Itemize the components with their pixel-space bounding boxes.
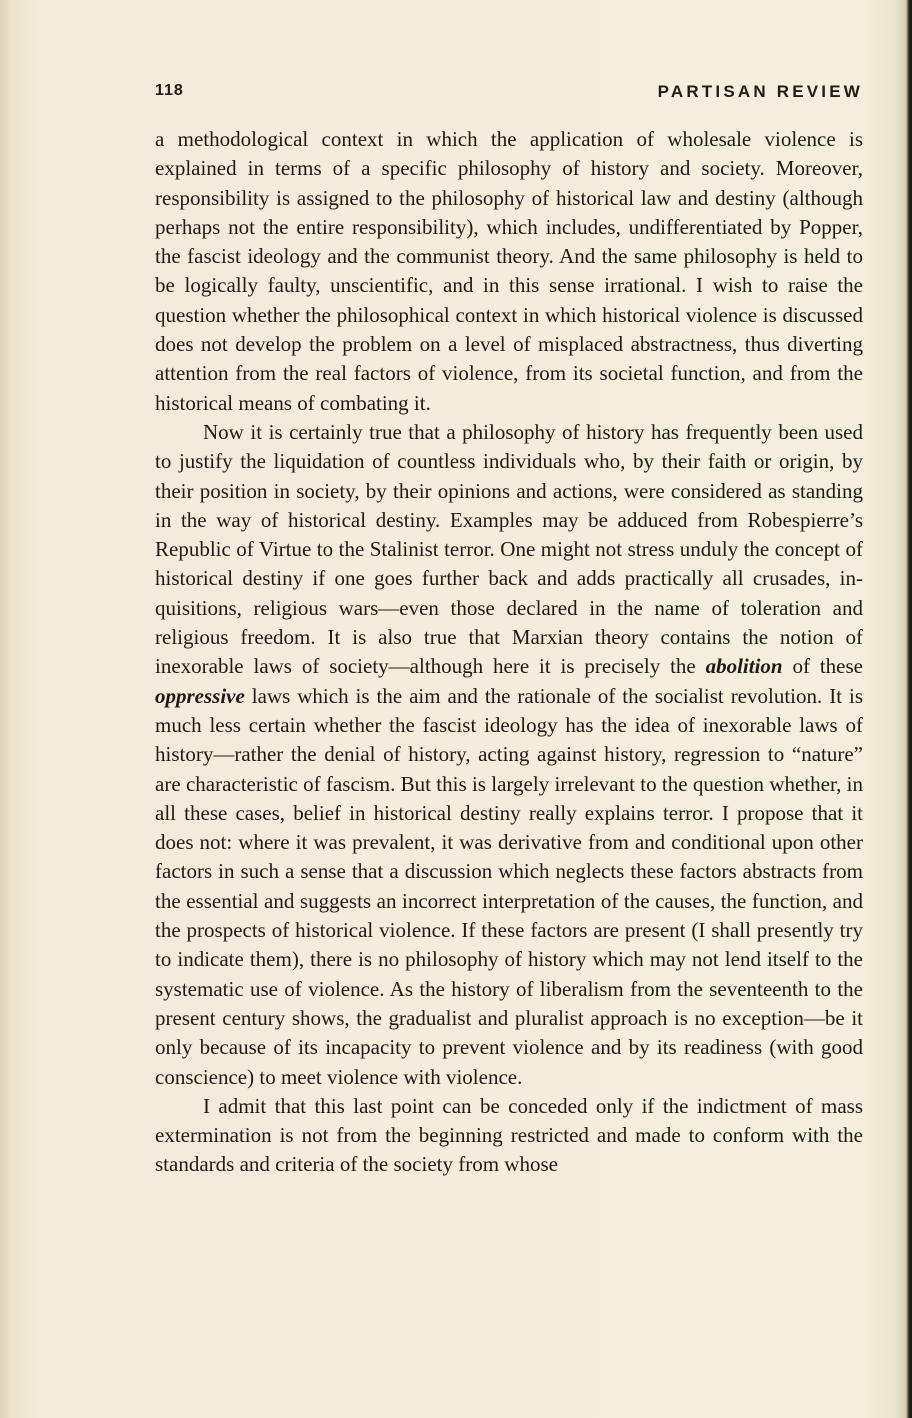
- page-number: 118: [155, 82, 184, 99]
- paragraph-2: [155, 418, 863, 1092]
- paragraph-2-part-1: Now it is certainly true that a philosophy of history has frequently been used to justify the liquidation of countless individuals who, by their faith or origin, by their position in society, by their opinions and actions, were considered as standing in the way of historical destiny. Examples may be adduced from Robespierre’s Republic of Virtue to the Stalinist terror. One might not stress unduly the concept of historical destiny if one goes further back and adds practically all crusades, inquisitions, religious wars—even those declared in the name of toleration and religious freedom. It is also true that Marxian theory contains the notion of inexorable laws of society—although here it is precisely the: [155, 419, 863, 679]
- paragraph-1: a methodological context in which the application of wholesale violence is explained in terms of a specific philosophy of history and society. Moreover, responsibility is assigned to the philosophy of historical law and destiny (although perhaps not the entire responsibility), which includes, undifferentiated by Popper, the fascist ideology and the communist theory. And the same philosophy is held to be logically faulty, unscientific, and in this sense irrational. I wish to raise the question whether the philosophical context in which historical violence is discussed does not develop the problem on a level of misplaced abstractness, thus diverting attention from the real factors of violence, from its societal function, and from the historical means of combating it.: [155, 127, 863, 415]
- page-header: [155, 82, 863, 106]
- emphasis-abolition: abolition: [705, 654, 783, 679]
- paragraph-2-part-3: laws which is the aim and the rationale of the socialist revolution. It is much less certain whether the fascist ideology has the idea of inexorable laws of history—rather the denial of history, acting against history, regression to “nature” are characteristic of fascism. But this is largely irrelevant to the question whether, in all these cases, belief in historical destiny really explains terror. I propose that it does not: where it was prevalent, it was derivative from and conditional upon other factors in such a sense that a discussion which neglects these factors abstracts from the essential and suggests an incorrect interpretation of the causes, the function, and the prospects of historical violence. If these factors are present (I shall presently try to indicate them), there is no philosophy of history which may not lend itself to the systematic use of violence. As the history of liberalism from the seventeenth to the present century shows, the gradualist and pluralist approach is no exception—be it only because of its incapacity to prevent violence and by its readiness (with good conscience) to meet violence with violence.: [155, 683, 864, 1089]
- running-head: PARTISAN REVIEW: [657, 82, 863, 101]
- body-text: [155, 125, 863, 1180]
- paragraph-2-part-2: of these: [792, 654, 863, 679]
- emphasis-oppressive: oppressive: [155, 683, 245, 708]
- paragraph-3: I admit that this last point can be conceded only if the indictment of mass extermination is not from the beginning restricted and made to conform with the standards and criteria of the society from whose: [155, 1093, 863, 1177]
